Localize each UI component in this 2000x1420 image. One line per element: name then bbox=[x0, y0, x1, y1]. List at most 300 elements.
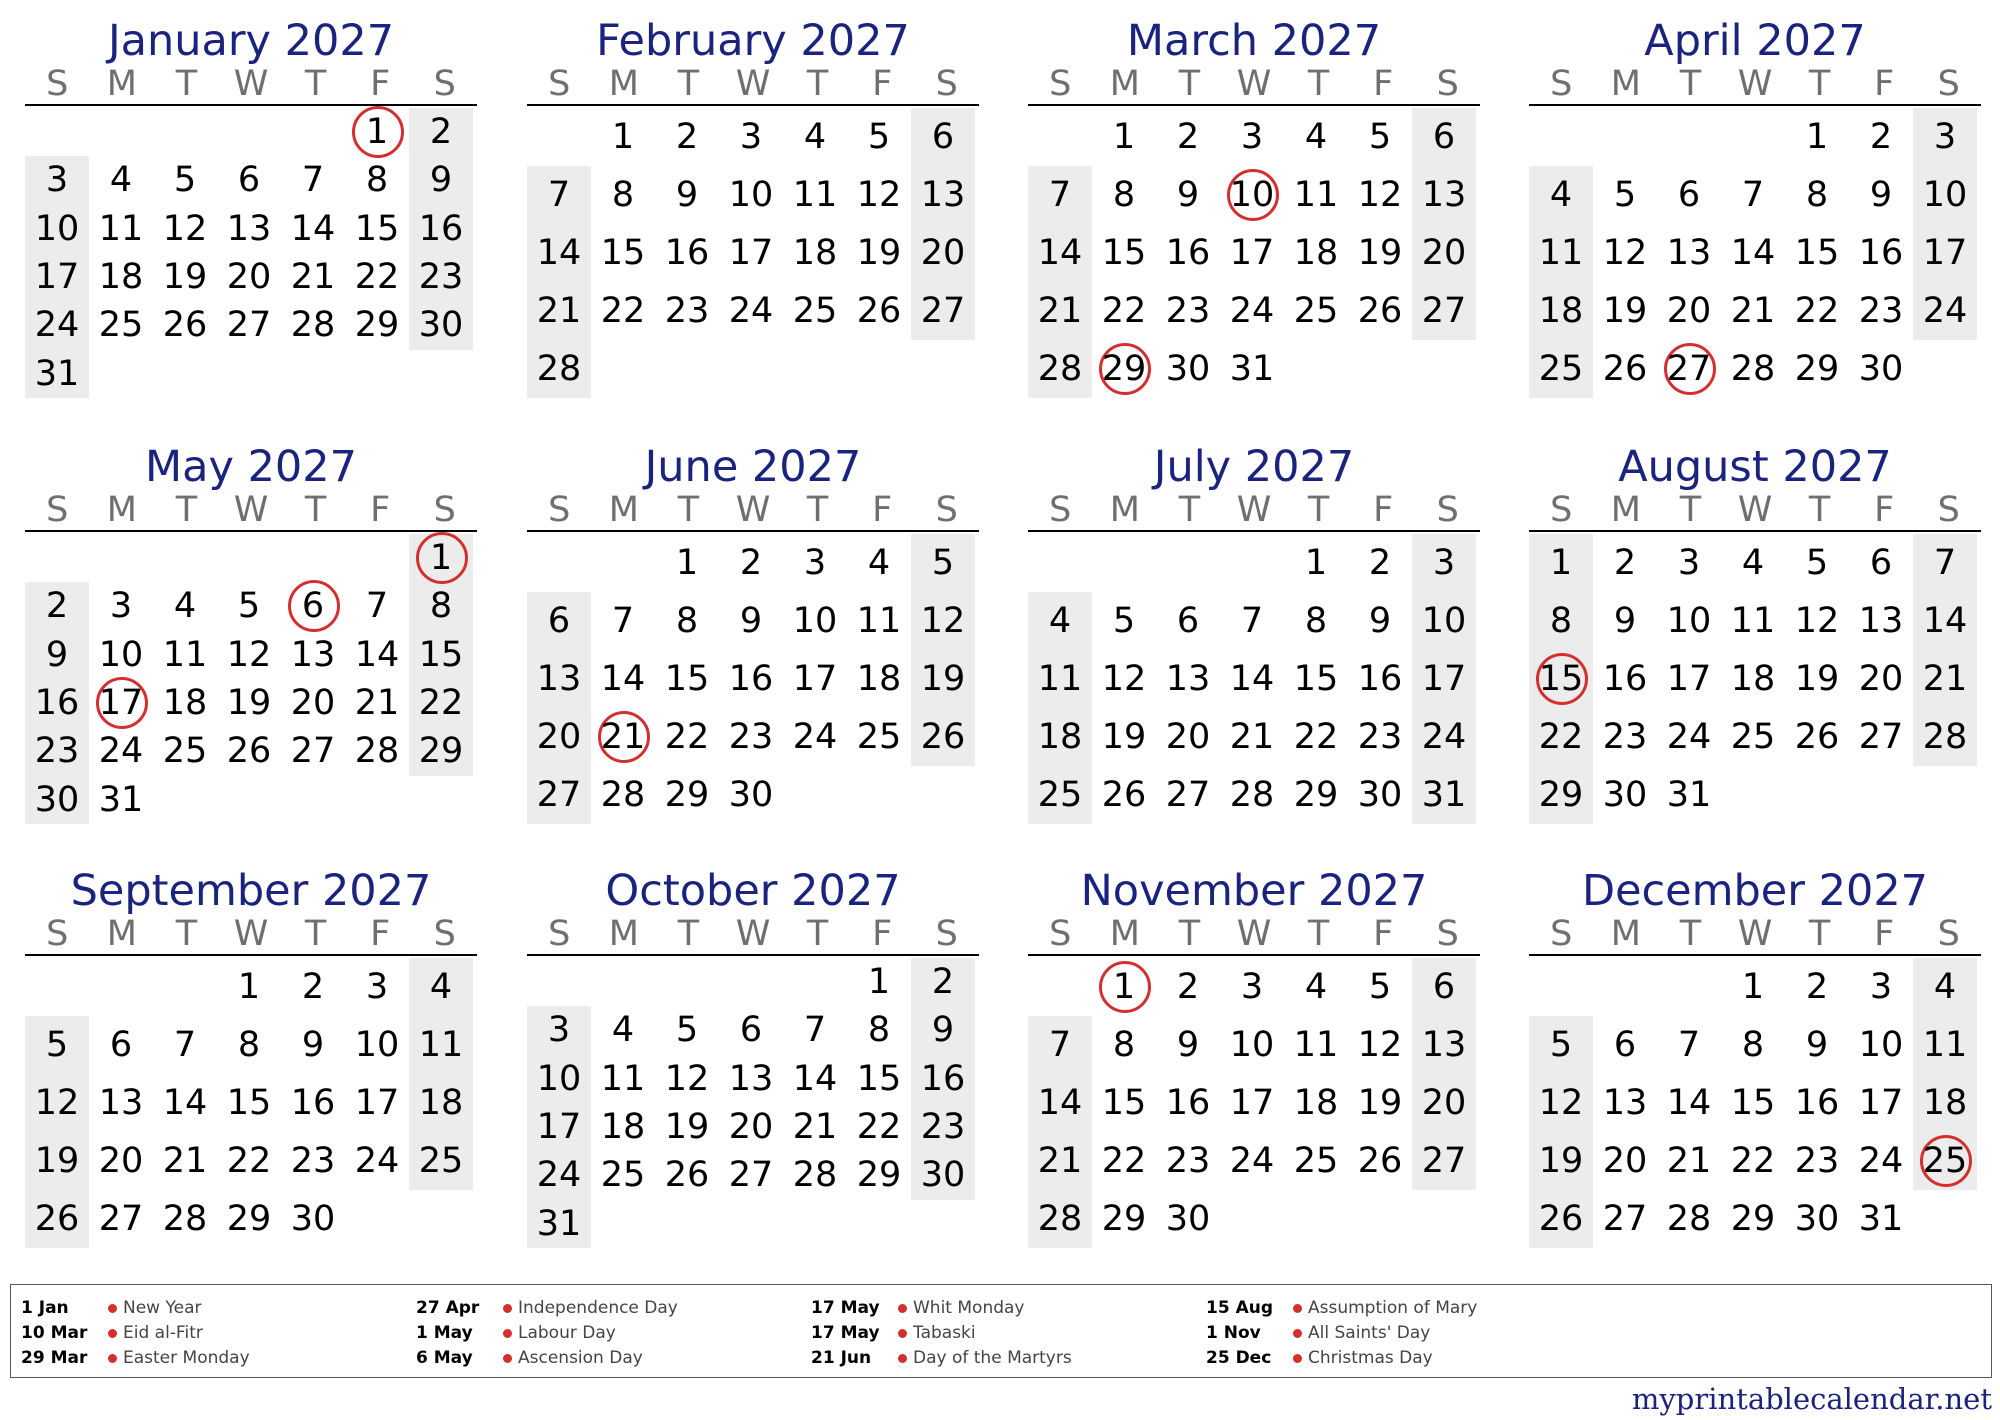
day-cell bbox=[89, 1132, 153, 1190]
day-number: 14 bbox=[162, 1083, 208, 1123]
day-cell bbox=[89, 253, 153, 301]
site-url[interactable]: myprintablecalendar.net bbox=[1631, 1382, 1992, 1416]
day-cell bbox=[1412, 534, 1476, 592]
holiday-day-cell bbox=[1092, 958, 1156, 1016]
day-grid bbox=[1028, 534, 1480, 824]
day-number: 7 bbox=[547, 175, 571, 215]
weekday-label: S bbox=[1937, 64, 1960, 104]
weekday-label: F bbox=[872, 490, 893, 530]
day-cell bbox=[1220, 650, 1284, 708]
day-number: 2 bbox=[1368, 543, 1392, 583]
day-cell bbox=[719, 1151, 783, 1199]
day-cell bbox=[655, 108, 719, 166]
day-number: 14 bbox=[1229, 659, 1275, 699]
day-number: 23 bbox=[290, 1141, 336, 1181]
day-grid bbox=[527, 108, 979, 398]
day-number: 31 bbox=[1858, 1199, 1904, 1239]
day-number: 1 bbox=[1112, 967, 1136, 1007]
day-number: 21 bbox=[1730, 291, 1776, 331]
holiday-day-cell bbox=[1529, 650, 1593, 708]
holiday-day-cell bbox=[345, 108, 409, 156]
day-cell bbox=[847, 1055, 911, 1103]
day-number: 10 bbox=[1922, 175, 1968, 215]
day-number: 20 bbox=[1602, 1141, 1648, 1181]
day-number: 12 bbox=[920, 601, 966, 641]
day-cell bbox=[409, 727, 473, 775]
day-number: 25 bbox=[1293, 1141, 1339, 1181]
weekday-label: S bbox=[1550, 490, 1573, 530]
day-cell bbox=[1412, 766, 1476, 824]
day-cell bbox=[1785, 1132, 1849, 1190]
day-number: 17 bbox=[1229, 1083, 1275, 1123]
day-cell bbox=[409, 631, 473, 679]
weekday-label: W bbox=[735, 64, 771, 104]
weekday-label: W bbox=[233, 64, 269, 104]
bullet-dot-icon bbox=[898, 1329, 907, 1338]
day-cell bbox=[345, 679, 409, 727]
day-number: 13 bbox=[1858, 601, 1904, 641]
day-cell bbox=[1849, 340, 1913, 398]
day-cell bbox=[153, 679, 217, 727]
day-number: 29 bbox=[856, 1155, 902, 1196]
day-cell bbox=[409, 108, 473, 156]
day-cell bbox=[217, 582, 281, 630]
weekday-header bbox=[25, 64, 477, 106]
day-cell bbox=[719, 1006, 783, 1054]
weekday-label: S bbox=[46, 64, 69, 104]
day-number: 8 bbox=[867, 1010, 891, 1051]
day-number: 6 bbox=[1869, 543, 1893, 583]
day-number: 8 bbox=[1549, 601, 1573, 641]
day-cell bbox=[281, 1132, 345, 1190]
day-cell bbox=[25, 301, 89, 349]
day-number: 7 bbox=[1933, 543, 1957, 583]
day-cell bbox=[1284, 708, 1348, 766]
day-number: 18 bbox=[1293, 233, 1339, 273]
weekday-label: M bbox=[1109, 64, 1140, 104]
day-number: 29 bbox=[664, 775, 710, 815]
day-number: 8 bbox=[611, 175, 635, 215]
day-number: 16 bbox=[1602, 659, 1648, 699]
day-number: 24 bbox=[1229, 291, 1275, 331]
day-grid bbox=[1529, 534, 1981, 824]
day-cell bbox=[409, 958, 473, 1016]
day-cell bbox=[1092, 1190, 1156, 1248]
day-number: 23 bbox=[34, 731, 80, 772]
day-cell bbox=[217, 631, 281, 679]
day-number: 16 bbox=[1357, 659, 1403, 699]
weekday-label: T bbox=[304, 914, 327, 954]
day-cell bbox=[783, 1055, 847, 1103]
weekday-label: S bbox=[46, 914, 69, 954]
day-number: 2 bbox=[1176, 967, 1200, 1007]
weekday-label: W bbox=[1737, 64, 1773, 104]
weekday-label: F bbox=[1373, 64, 1394, 104]
day-cell bbox=[1156, 340, 1220, 398]
weekday-label: F bbox=[1373, 914, 1394, 954]
day-number: 11 bbox=[1922, 1025, 1968, 1065]
day-number: 8 bbox=[1112, 175, 1136, 215]
holiday-name: Whit Monday bbox=[913, 1298, 1025, 1318]
day-cell bbox=[783, 592, 847, 650]
day-cell bbox=[1593, 166, 1657, 224]
day-number: 15 bbox=[856, 1058, 902, 1099]
day-number: 19 bbox=[1357, 233, 1403, 273]
day-cell bbox=[1913, 224, 1977, 282]
day-cell bbox=[1284, 166, 1348, 224]
day-cell bbox=[217, 679, 281, 727]
day-number: 9 bbox=[1368, 601, 1392, 641]
day-cell bbox=[153, 1016, 217, 1074]
day-cell bbox=[25, 350, 89, 398]
day-cell bbox=[1156, 650, 1220, 708]
day-number: 17 bbox=[1922, 233, 1968, 273]
day-number: 9 bbox=[1613, 601, 1637, 641]
day-number: 22 bbox=[1538, 717, 1584, 757]
day-cell bbox=[591, 1151, 655, 1199]
day-number: 20 bbox=[1165, 717, 1211, 757]
day-cell bbox=[409, 205, 473, 253]
day-cell bbox=[1593, 1074, 1657, 1132]
day-cell bbox=[1785, 282, 1849, 340]
day-number: 19 bbox=[1602, 291, 1648, 331]
day-number: 14 bbox=[1922, 601, 1968, 641]
day-cell bbox=[1721, 1132, 1785, 1190]
day-number: 2 bbox=[931, 962, 955, 1002]
day-cell bbox=[1412, 282, 1476, 340]
day-number: 19 bbox=[34, 1141, 80, 1181]
weekday-label: T bbox=[304, 64, 327, 104]
day-cell bbox=[1593, 766, 1657, 824]
day-number: 20 bbox=[98, 1141, 144, 1181]
day-number: 11 bbox=[856, 601, 902, 641]
day-number: 30 bbox=[34, 779, 80, 820]
day-cell bbox=[1657, 1016, 1721, 1074]
day-cell bbox=[591, 1055, 655, 1103]
day-number: 12 bbox=[162, 208, 208, 249]
day-cell bbox=[1913, 650, 1977, 708]
day-cell bbox=[783, 708, 847, 766]
day-grid bbox=[1529, 958, 1981, 1248]
day-grid bbox=[1028, 108, 1480, 398]
day-cell bbox=[1913, 282, 1977, 340]
holiday-day-cell bbox=[1657, 340, 1721, 398]
day-number: 26 bbox=[1794, 717, 1840, 757]
weekday-label: T bbox=[1307, 64, 1330, 104]
day-cell bbox=[1092, 708, 1156, 766]
day-cell bbox=[719, 108, 783, 166]
month-block bbox=[527, 16, 979, 389]
day-cell bbox=[1156, 108, 1220, 166]
day-cell bbox=[1092, 650, 1156, 708]
weekday-label: T bbox=[806, 64, 829, 104]
day-cell bbox=[1657, 534, 1721, 592]
weekday-label: S bbox=[1049, 914, 1072, 954]
bullet-dot-icon bbox=[108, 1354, 117, 1363]
day-cell bbox=[1593, 224, 1657, 282]
day-number: 24 bbox=[1421, 717, 1467, 757]
day-number: 21 bbox=[290, 257, 336, 297]
month-block bbox=[527, 442, 979, 815]
day-cell bbox=[655, 282, 719, 340]
day-cell bbox=[1412, 650, 1476, 708]
day-number: 6 bbox=[301, 586, 325, 627]
day-number: 7 bbox=[301, 160, 325, 201]
day-number: 21 bbox=[792, 1107, 838, 1147]
day-number: 19 bbox=[664, 1107, 710, 1147]
weekday-label: F bbox=[1874, 490, 1895, 530]
weekday-label: S bbox=[1436, 914, 1459, 954]
day-number: 6 bbox=[1613, 1025, 1637, 1065]
day-number: 31 bbox=[1229, 349, 1275, 389]
day-number: 15 bbox=[664, 659, 710, 699]
day-number: 11 bbox=[162, 634, 208, 675]
day-cell bbox=[1657, 282, 1721, 340]
month-block bbox=[1529, 866, 1981, 1239]
day-cell bbox=[1785, 1190, 1849, 1248]
day-number: 12 bbox=[664, 1058, 710, 1099]
day-number: 31 bbox=[98, 779, 144, 820]
day-cell bbox=[1913, 1074, 1977, 1132]
day-cell bbox=[847, 1103, 911, 1151]
day-number: 25 bbox=[418, 1141, 464, 1181]
day-cell bbox=[783, 1151, 847, 1199]
day-cell bbox=[89, 1190, 153, 1248]
month-title: April 2027 bbox=[1644, 16, 1866, 66]
day-cell bbox=[1284, 282, 1348, 340]
day-number: 28 bbox=[1730, 349, 1776, 389]
day-cell bbox=[153, 205, 217, 253]
day-cell bbox=[911, 708, 975, 766]
month-title: January 2027 bbox=[107, 16, 395, 66]
weekday-label: T bbox=[1307, 490, 1330, 530]
day-cell bbox=[527, 592, 591, 650]
weekday-label: T bbox=[1178, 490, 1201, 530]
day-number: 5 bbox=[1368, 967, 1392, 1007]
day-number: 9 bbox=[1869, 175, 1893, 215]
weekday-label: S bbox=[46, 490, 69, 530]
day-number: 27 bbox=[1421, 1141, 1467, 1181]
day-number: 20 bbox=[1858, 659, 1904, 699]
day-cell bbox=[89, 776, 153, 824]
weekday-label: T bbox=[1808, 64, 1831, 104]
weekday-label: M bbox=[1610, 490, 1641, 530]
day-number: 18 bbox=[792, 233, 838, 273]
day-number: 13 bbox=[728, 1058, 774, 1099]
day-number: 1 bbox=[365, 112, 389, 152]
weekday-label: T bbox=[175, 64, 198, 104]
day-number: 26 bbox=[1538, 1199, 1584, 1239]
day-cell bbox=[591, 108, 655, 166]
weekday-header bbox=[527, 490, 979, 532]
day-number: 5 bbox=[1368, 117, 1392, 157]
day-cell bbox=[783, 1006, 847, 1054]
day-grid bbox=[25, 958, 477, 1248]
day-number: 17 bbox=[792, 659, 838, 699]
day-number: 28 bbox=[1666, 1199, 1712, 1239]
day-cell bbox=[1284, 108, 1348, 166]
weekday-label: S bbox=[1436, 64, 1459, 104]
day-cell bbox=[1028, 224, 1092, 282]
holiday-day-cell bbox=[1220, 166, 1284, 224]
bullet-dot-icon bbox=[1293, 1304, 1302, 1313]
day-number: 2 bbox=[1613, 543, 1637, 583]
day-number: 19 bbox=[1101, 717, 1147, 757]
day-number: 8 bbox=[1805, 175, 1829, 215]
weekday-label: W bbox=[233, 490, 269, 530]
day-number: 7 bbox=[1240, 601, 1264, 641]
month-block bbox=[1529, 16, 1981, 389]
day-number: 28 bbox=[1037, 349, 1083, 389]
day-cell bbox=[1348, 108, 1412, 166]
day-number: 28 bbox=[1037, 1199, 1083, 1239]
month-block bbox=[25, 866, 477, 1239]
day-cell bbox=[783, 650, 847, 708]
day-number: 24 bbox=[1858, 1141, 1904, 1181]
day-number: 23 bbox=[664, 291, 710, 331]
day-cell bbox=[1913, 166, 1977, 224]
day-cell bbox=[1657, 708, 1721, 766]
day-cell bbox=[655, 166, 719, 224]
bullet-dot-icon bbox=[1293, 1354, 1302, 1363]
weekday-label: F bbox=[872, 64, 893, 104]
month-block bbox=[25, 442, 477, 820]
day-cell bbox=[281, 958, 345, 1016]
day-cell bbox=[1220, 958, 1284, 1016]
day-number: 6 bbox=[1432, 117, 1456, 157]
weekday-label: M bbox=[106, 914, 137, 954]
weekday-label: S bbox=[548, 914, 571, 954]
day-cell bbox=[1849, 534, 1913, 592]
day-cell bbox=[25, 205, 89, 253]
day-cell bbox=[591, 166, 655, 224]
day-cell bbox=[1849, 282, 1913, 340]
day-cell bbox=[1284, 534, 1348, 592]
day-number: 12 bbox=[1538, 1083, 1584, 1123]
day-cell bbox=[1849, 224, 1913, 282]
holiday-date: 1 May bbox=[416, 1323, 473, 1343]
day-cell bbox=[1156, 1132, 1220, 1190]
day-cell bbox=[1284, 592, 1348, 650]
day-number: 26 bbox=[162, 305, 208, 346]
day-cell bbox=[153, 301, 217, 349]
day-cell bbox=[1028, 650, 1092, 708]
day-cell bbox=[911, 1103, 975, 1151]
day-cell bbox=[1156, 766, 1220, 824]
day-number: 19 bbox=[162, 257, 208, 297]
day-cell bbox=[1348, 224, 1412, 282]
day-number: 29 bbox=[1794, 349, 1840, 389]
day-cell bbox=[1348, 1016, 1412, 1074]
day-cell bbox=[1412, 1074, 1476, 1132]
day-cell bbox=[847, 282, 911, 340]
day-cell bbox=[1657, 224, 1721, 282]
day-cell bbox=[1412, 166, 1476, 224]
day-number: 26 bbox=[1357, 291, 1403, 331]
day-cell bbox=[719, 766, 783, 824]
day-number: 23 bbox=[920, 1107, 966, 1147]
day-cell bbox=[847, 1006, 911, 1054]
day-cell bbox=[153, 582, 217, 630]
day-number: 30 bbox=[1858, 349, 1904, 389]
day-number: 6 bbox=[739, 1010, 763, 1051]
weekday-label: T bbox=[677, 490, 700, 530]
day-number: 11 bbox=[1293, 1025, 1339, 1065]
day-number: 31 bbox=[1421, 775, 1467, 815]
day-number: 4 bbox=[1741, 543, 1765, 583]
day-number: 23 bbox=[1858, 291, 1904, 331]
weekday-label: S bbox=[548, 490, 571, 530]
day-cell bbox=[281, 253, 345, 301]
day-number: 5 bbox=[1805, 543, 1829, 583]
day-cell bbox=[719, 282, 783, 340]
day-number: 14 bbox=[600, 659, 646, 699]
day-cell bbox=[217, 1074, 281, 1132]
day-number: 28 bbox=[792, 1155, 838, 1196]
day-number: 17 bbox=[1666, 659, 1712, 699]
weekday-label: T bbox=[677, 914, 700, 954]
day-number: 23 bbox=[728, 717, 774, 757]
day-cell bbox=[217, 727, 281, 775]
day-number: 20 bbox=[728, 1107, 774, 1147]
weekday-label: M bbox=[1109, 914, 1140, 954]
day-number: 27 bbox=[536, 775, 582, 815]
day-cell bbox=[1849, 1190, 1913, 1248]
day-number: 7 bbox=[1048, 175, 1072, 215]
day-number: 26 bbox=[664, 1155, 710, 1196]
day-cell bbox=[1412, 592, 1476, 650]
day-cell bbox=[1220, 592, 1284, 650]
day-cell bbox=[719, 1103, 783, 1151]
day-number: 24 bbox=[728, 291, 774, 331]
day-number: 22 bbox=[354, 257, 400, 297]
day-cell bbox=[25, 1074, 89, 1132]
day-number: 2 bbox=[675, 117, 699, 157]
day-cell bbox=[409, 1074, 473, 1132]
day-number: 27 bbox=[920, 291, 966, 331]
weekday-label: M bbox=[608, 490, 639, 530]
day-cell bbox=[1721, 1190, 1785, 1248]
day-cell bbox=[153, 1074, 217, 1132]
day-cell bbox=[345, 301, 409, 349]
day-cell bbox=[345, 631, 409, 679]
day-cell bbox=[527, 1151, 591, 1199]
day-number: 29 bbox=[418, 731, 464, 772]
day-cell bbox=[1721, 224, 1785, 282]
day-number: 30 bbox=[418, 305, 464, 346]
day-number: 7 bbox=[1677, 1025, 1701, 1065]
day-number: 15 bbox=[1794, 233, 1840, 273]
day-grid bbox=[25, 534, 477, 824]
day-cell bbox=[655, 592, 719, 650]
day-number: 24 bbox=[354, 1141, 400, 1181]
day-cell bbox=[1412, 1132, 1476, 1190]
day-number: 10 bbox=[536, 1058, 582, 1099]
day-cell bbox=[1593, 534, 1657, 592]
weekday-label: T bbox=[1808, 914, 1831, 954]
day-cell bbox=[217, 1016, 281, 1074]
day-cell bbox=[527, 1055, 591, 1103]
day-cell bbox=[1529, 534, 1593, 592]
weekday-label: F bbox=[370, 914, 391, 954]
day-cell bbox=[1785, 224, 1849, 282]
day-cell bbox=[89, 727, 153, 775]
day-number: 12 bbox=[34, 1083, 80, 1123]
day-cell bbox=[89, 156, 153, 204]
day-number: 30 bbox=[1357, 775, 1403, 815]
day-number: 28 bbox=[354, 731, 400, 772]
day-number: 21 bbox=[1037, 1141, 1083, 1181]
